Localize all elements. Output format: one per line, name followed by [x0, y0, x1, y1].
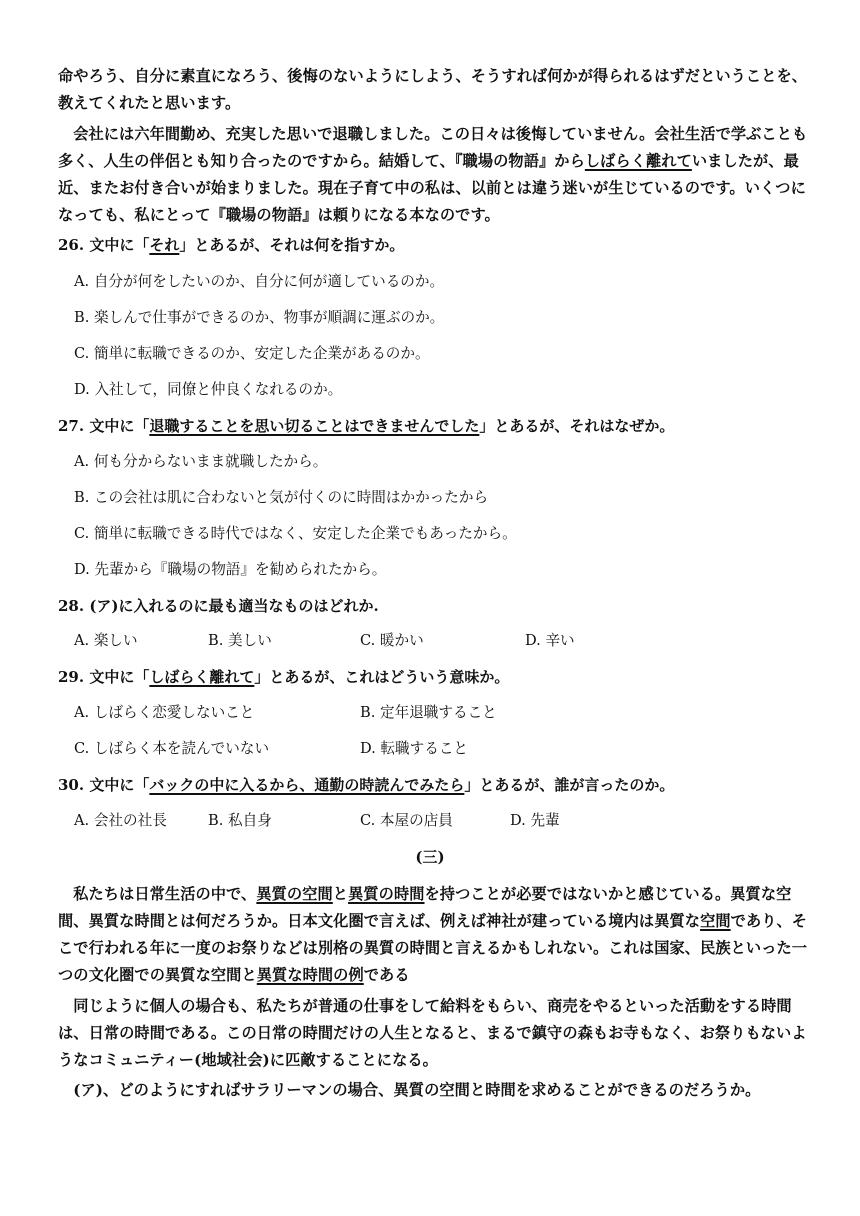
- passage-paragraph-2: [58, 121, 816, 229]
- q26-option-b: B. 楽しんで仕事ができるのか、物事が順調に運ぶのか。: [74, 309, 445, 326]
- q29-option-b: B. 定年退職すること: [360, 704, 497, 721]
- question-prefix: 29. 文中に「: [58, 668, 150, 686]
- section3-paragraph-3: (ア)、どのようにすればサラリーマンの場合、異質の空間と時間を求めることができるのだろうか。: [73, 1081, 761, 1099]
- section-heading: (三): [415, 848, 445, 866]
- question-suffix: 」とあるが、これはどういう意味か。: [254, 668, 510, 686]
- passage-text: 私たちは日常生活の中で、: [73, 885, 257, 903]
- passage-text: と: [332, 885, 349, 903]
- q29-option-d: D. 転職すること: [360, 740, 469, 757]
- passage-text: 会社には六年間勤め、充実した思いで退職しました。この日々は後悔していません。会社生活で学ぶことも多く、人生の伴侶とも知り合ったのですから。結婚して、『職場の物語』から: [58, 125, 808, 170]
- question-28: 28. (ア)に入れるのに最も適当なものはどれか.: [58, 597, 379, 615]
- q27-option-b: B. この会社は肌に合わないと気が付くのに時間はかかったから: [74, 489, 489, 506]
- q30-option-b: B. 私自身: [208, 812, 272, 829]
- passage-text: であり、そこで行われる年に一度のお祭りなどは別格の異質の時間と言えるかもしれない。これは国家、民族といった一つの文化圏での異質な空間と: [58, 912, 808, 984]
- q30-option-a: A. 会社の社長: [74, 812, 167, 829]
- question-29: [58, 666, 818, 688]
- q26-option-d: D. 入社して，同僚と仲良くなれるのか。: [74, 381, 343, 398]
- q28-option-a: A. 楽しい: [74, 632, 138, 649]
- q28-option-c: C. 暖かい: [360, 632, 424, 649]
- question-27: [58, 415, 818, 437]
- question-prefix: 26. 文中に「: [58, 236, 150, 254]
- q27-option-c: C. 簡単に転職できる時代ではなく、安定した企業でもあったから。: [74, 525, 517, 542]
- passage-text: を持つことが必要ではないかと感じている。異質な空間、異質な時間とは何だろうか。日本文化圏で言えば、例えば神社が建っている境内は異質な: [58, 885, 792, 930]
- q26-option-a: A. 自分が何をしたいのか、自分に何が適しているのか。: [74, 273, 445, 290]
- question-underline: しばらく離れて: [149, 668, 255, 686]
- question-prefix: 30. 文中に「: [58, 776, 150, 794]
- question-prefix: 27. 文中に「: [58, 417, 150, 435]
- section3-paragraph-1: [58, 881, 816, 989]
- passage-text: である: [363, 966, 410, 984]
- question-underline: バックの中に入るから、通勤の時読んでみたら: [149, 776, 465, 794]
- passage-paragraph-1: 命やろう、自分に素直になろう、後悔のないようにしよう、そうすれば何かが得られるはずだということを、教えてくれたと思います。: [58, 67, 808, 112]
- question-suffix: 」とあるが、それはなぜか。: [479, 417, 675, 435]
- underlined-phrase: 異質な時間の例: [256, 966, 364, 984]
- q28-option-b: B. 美しい: [208, 632, 272, 649]
- question-suffix: 」とあるが、誰が言ったのか。: [464, 776, 675, 794]
- underlined-phrase: 空間: [700, 912, 731, 930]
- question-30: [58, 774, 818, 796]
- section3-paragraph-2: 同じように個人の場合も、私たちが普通の仕事をして給料をもらい、商売をやるといった活動をする時間は、日常の時間である。この日常の時間だけの人生となると、まるで鎮守の森もお寺もなく、お祭りもないようなコミュニティー(地域社会)に匹敵することになる。: [58, 997, 807, 1069]
- underlined-phrase: しばらく離れて: [584, 152, 692, 170]
- question-suffix: 」とあるが、それは何を指すか。: [179, 236, 405, 254]
- passage-text: いましたが、最近、またお付き合いが始まりました。現在子育て中の私は、以前とは違う迷いが生じているのです。いくつになっても、私にとって『職場の物語』は頼りになる本なのです。: [58, 152, 806, 224]
- q29-option-c: C. しばらく本を読んでいない: [74, 740, 270, 757]
- q29-option-a: A. しばらく恋愛しないこと: [74, 704, 255, 721]
- q30-option-c: C. 本屋の店員: [360, 812, 453, 829]
- question-underline: 退職することを思い切ることはできませんでした: [149, 417, 480, 435]
- q27-option-a: A. 何も分からないまま就職したから。: [74, 453, 328, 470]
- question-26: [58, 234, 818, 256]
- q26-option-c: C. 簡単に転職できるのか、安定した企業があるのか。: [74, 345, 430, 362]
- underlined-phrase: 異質の時間: [348, 885, 425, 903]
- underlined-phrase: 異質の空間: [256, 885, 333, 903]
- q28-option-d: D. 辛い: [525, 632, 575, 649]
- question-underline: それ: [149, 236, 180, 254]
- q30-option-d: D. 先輩: [510, 812, 560, 829]
- q27-option-d: D. 先輩から『職場の物語』を勧められたから。: [74, 561, 387, 578]
